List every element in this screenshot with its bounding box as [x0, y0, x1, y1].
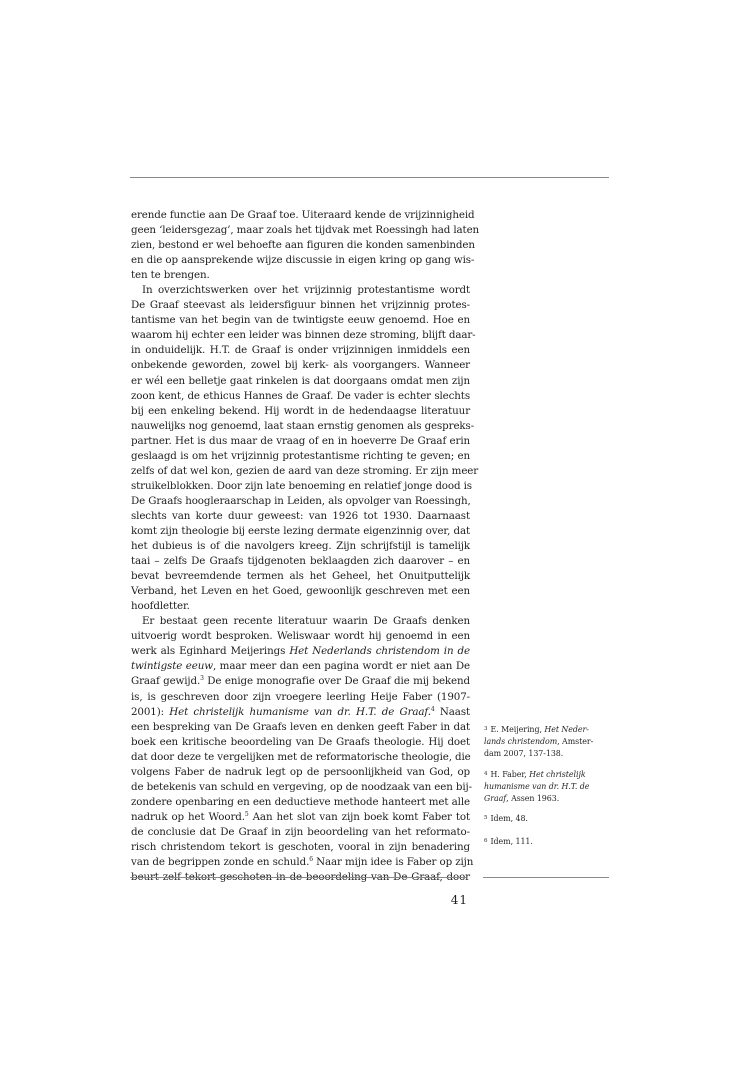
footnote-ref-6[interactable]: 6: [309, 856, 313, 864]
text-line: slechts van korte duur geweest: van 1926 tot 1930. Daarnaast: [131, 509, 470, 522]
footnote-number: 5: [484, 814, 488, 821]
text-line: zoon kent, de ethicus Hannes de Graaf. De vader is echter slechts: [131, 389, 470, 402]
footnote-title: lands christendom: [484, 736, 558, 746]
text-line: risch christendom tekort is geschoten, vooral in zijn benadering: [131, 840, 470, 853]
text-line: hoofdletter.: [131, 600, 190, 613]
footnote-ref-4[interactable]: 4: [430, 705, 435, 713]
footnote-line: [484, 748, 612, 760]
text-line: het dubieus is of die navolgers kreeg. Zijn schrijfstijl is tamelijk: [131, 540, 470, 553]
text-line: struikelblokken. Door zijn late benoeming en relatief jonge dood is: [131, 479, 472, 492]
footnote-number: 4: [484, 770, 488, 777]
text-line: [131, 855, 474, 870]
text-line: [131, 705, 470, 720]
text-line: dat door deze te vergelijken met de reformatorische theologie, die: [131, 750, 471, 763]
footnote-title: Het christelijk: [529, 770, 586, 779]
text-line: de conclusie dat De Graaf in zijn beoordeling van het reformato-: [131, 825, 470, 838]
bottom-rule-main: [130, 877, 466, 878]
footnote-6: [484, 836, 612, 848]
text-line: bij een enkeling bekend. Hij wordt in de hedendaagse literatuur: [131, 404, 470, 417]
text-line: De Graafs hoogleraarschap in Leiden, als opvolger van Roessingh,: [131, 494, 471, 507]
text-line: Verband, het Leven en het Goed, gewoonlijk geschreven met een: [131, 585, 470, 598]
text-run: Graaf gewijd.: [131, 675, 201, 688]
footnote-ref-3[interactable]: 3: [200, 675, 204, 683]
top-rule: [130, 177, 609, 178]
text-run: werk als Eginhard Meijerings: [131, 645, 290, 658]
footnote-line: [484, 836, 612, 848]
text-line: taai – zelfs De Graafs tijdgenoten beklaagden zich daarover – en: [131, 555, 470, 568]
text-line: [131, 810, 470, 825]
text-line: tantisme van het begin van de twintigste eeuw genoemd. Hoe en: [131, 314, 470, 327]
text-line: [131, 659, 470, 674]
text-line: en die op aansprekende wijze discussie in eigen kring op gang wis-: [131, 254, 475, 267]
text-run: Naast: [434, 705, 471, 718]
text-line: Er bestaat geen recente literatuur waarin De Graafs denken: [142, 615, 470, 628]
footnote-text: H. Faber,: [490, 770, 530, 779]
footnote-text: , Assen 1963.: [506, 793, 560, 803]
footnote-number: 6: [484, 837, 488, 844]
text-run: 2001):: [131, 705, 170, 718]
text-line: De Graaf steevast als leidersfiguur binnen het vrijzinnig protes-: [131, 299, 470, 312]
text-line: geslaagd is om het vrijzinnig protestantisme richting te geven; en: [131, 449, 470, 462]
text-line: komt zijn theologie bij eerste lezing dermate eigenzinnig over, dat: [131, 524, 470, 537]
footnote-line: [484, 769, 612, 781]
text-run: van de begrippen zonde en schuld.: [131, 856, 310, 869]
main-text-column: [131, 208, 480, 885]
footnote-line: [484, 724, 612, 736]
text-line: onbekende geworden, zowel bij kerk- als voorgangers. Wanneer: [131, 359, 470, 372]
footnote-text: dam 2007, 137-138.: [484, 748, 564, 758]
text-line: beurt zelf tekort geschoten in de beoordeling van De Graaf, door: [131, 871, 470, 884]
book-title: twintigste eeuw: [131, 660, 213, 673]
text-line: [131, 674, 470, 689]
footnote-line: [484, 781, 612, 793]
footnote-text: Idem, 111.: [490, 837, 533, 846]
footnote-3: [484, 724, 612, 760]
footnote-4: [484, 769, 612, 805]
footnote-5: [484, 813, 612, 825]
text-line: bevat bevreemdende termen als het Geheel, het Onuitputtelijk: [131, 570, 470, 583]
book-title: Het christelijk humanisme van dr. H.T. de Graaf.: [169, 705, 431, 718]
footnote-line: [484, 813, 612, 825]
text-line: zondere openbaring en een deductieve methode hanteert met alle: [131, 795, 470, 808]
text-line: ten te brengen.: [131, 269, 210, 282]
text-line: uitvoerig wordt besproken. Weliswaar wordt hij genoemd in een: [131, 630, 470, 643]
text-line: volgens Faber de nadruk legt op de persoonlijkheid van God, op: [131, 765, 470, 778]
text-line: nauwelijks nog genoemd, laat staan ernstig genomen als gespreks-: [131, 419, 475, 432]
text-line: partner. Het is dus maar de vraag of en in hoeverre De Graaf erin: [131, 434, 470, 447]
text-run: Naar mijn idee is Faber op zijn: [312, 856, 474, 869]
text-line: In overzichtswerken over het vrijzinnig protestantisme wordt: [142, 284, 470, 297]
text-line: een bespreking van De Graafs leven en denken geeft Faber in dat: [131, 720, 470, 733]
text-line: erende functie aan De Graaf toe. Uiteraard kende de vrijzinnigheid: [131, 209, 475, 221]
footnote-title: Het Neder-: [544, 725, 589, 734]
footnote-text: Idem, 48.: [490, 814, 528, 823]
text-line: de betekenis van schuld en vergeving, op de noodzaak van een bij-: [131, 780, 472, 793]
page-number: 41: [450, 893, 468, 907]
text-line: boek een kritische beoordeling van De Graafs theologie. Hij doet: [131, 735, 470, 748]
text-line: waarom hij echter een leider was binnen deze stroming, blijft daar-: [131, 329, 476, 342]
footnote-ref-5[interactable]: 5: [244, 810, 249, 818]
bottom-rule-notes: [483, 877, 609, 878]
footnote-line: [484, 736, 612, 748]
text-line: in onduidelijk. H.T. de Graaf is onder vrijzinnigen inmiddels een: [131, 344, 470, 357]
text-line: geen ‘leidersgezag’, maar zoals het tijdvak met Roessingh had laten: [131, 224, 480, 237]
footnote-text: , Amster-: [557, 736, 594, 746]
text-line: zelfs of dat wel kon, gezien de aard van deze stroming. Er zijn meer: [131, 464, 479, 477]
text-line: is, is geschreven door zijn vroegere leerling Heije Faber (1907-: [131, 690, 470, 703]
text-run: , maar meer dan een pagina wordt er niet aan De: [212, 660, 470, 673]
footnote-number: 3: [484, 725, 488, 732]
book-title: Het Nederlands christendom in de: [289, 645, 471, 658]
text-line: zien, bestond er wel behoefte aan figuren die konden samenbinden: [131, 239, 475, 252]
footnote-title: humanisme van dr. H.T. de: [484, 781, 590, 791]
text-run: nadruk op het Woord.: [131, 810, 245, 823]
footnote-title: Graaf: [484, 793, 507, 803]
text-line: er wél een belletje gaat rinkelen is dat doorgaans omdat men zijn: [131, 374, 470, 387]
footnote-line: [484, 793, 612, 805]
text-run: De enige monografie over De Graaf die mij bekend: [203, 675, 470, 688]
text-run: Aan het slot van zijn boek komt Faber tot: [248, 810, 470, 823]
footnote-text: E. Meijering,: [490, 725, 545, 734]
text-line: [131, 644, 470, 659]
